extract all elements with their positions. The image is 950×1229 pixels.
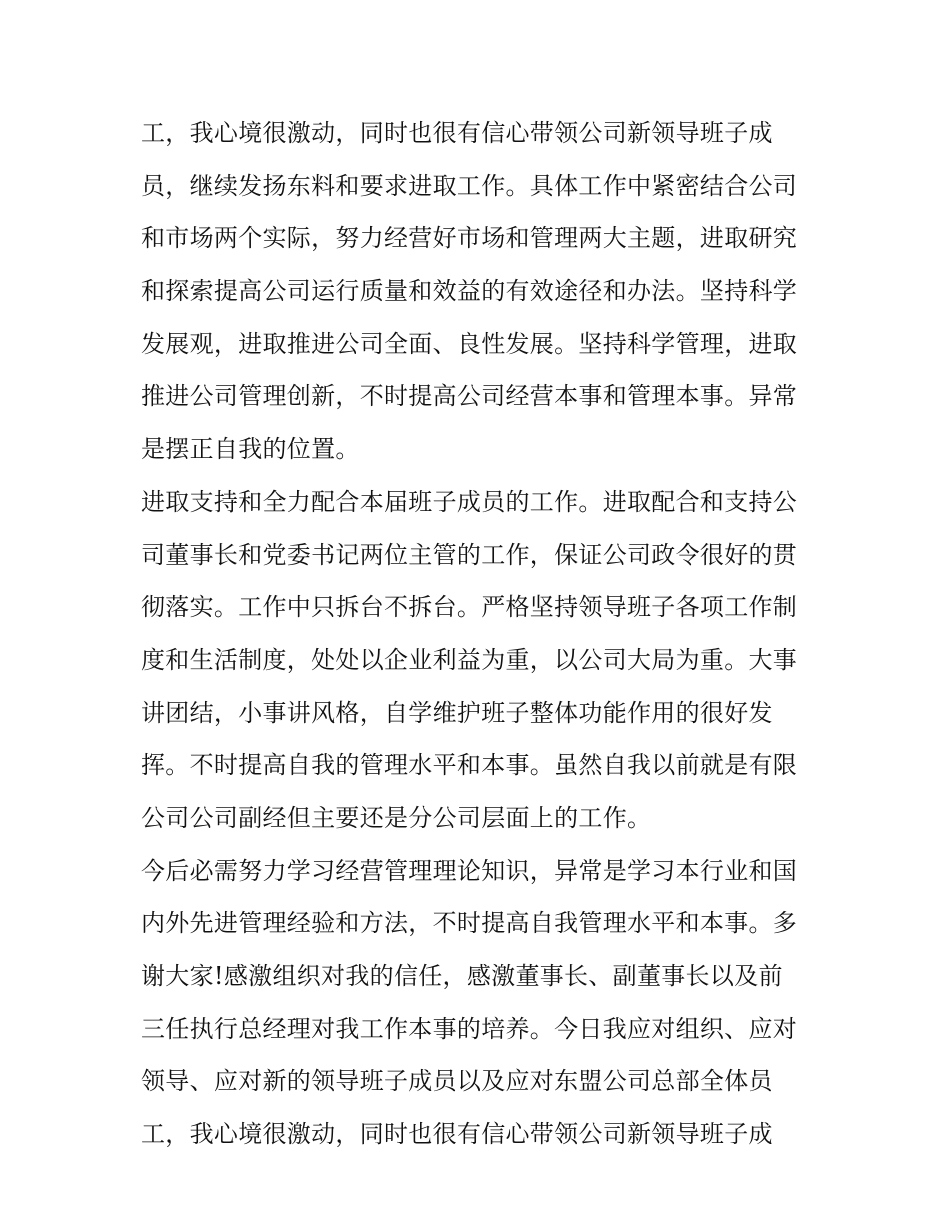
text-line: 工，我心境很激动，同时也很有信心带领公司新领导班子成 [141, 1120, 773, 1149]
text-line: 度和生活制度，处处以企业利益为重，以公司大局为重。大事 [141, 645, 798, 674]
text-line: 推进公司管理创新，不时提高公司经营本事和管理本事。异常 [141, 382, 798, 411]
text-line: 司董事长和党委书记两位主管的工作，保证公司政令很好的贯 [141, 540, 798, 569]
text-line: 彻落实。工作中只拆台不拆台。严格坚持领导班子各项工作制 [141, 593, 798, 622]
text-line: 领导、应对新的领导班子成员以及应对东盟公司总部全体员 [141, 1067, 773, 1096]
text-line: 谢大家!感激组织对我的信任，感激董事长、副董事长以及前 [141, 962, 783, 990]
text-line: 挥。不时提高自我的管理水平和本事。虽然自我以前就是有限 [141, 751, 798, 780]
body-text [141, 107, 821, 1161]
text-line: 进取支持和全力配合本届班子成员的工作。进取配合和支持公 [141, 487, 798, 516]
text-line: 公司公司副经但主要还是分公司层面上的工作。 [141, 803, 652, 832]
text-line: 和探索提高公司运行质量和效益的有效途径和办法。坚持科学 [141, 277, 798, 306]
text-line: 今后必需努力学习经营管理理论知识，异常是学习本行业和国 [141, 856, 798, 885]
text-line: 三任执行总经理对我工作本事的培养。今日我应对组织、应对 [141, 1014, 798, 1043]
text-line: 和市场两个实际，努力经营好市场和管理两大主题，进取研究 [141, 224, 798, 253]
text-line: 发展观，进取推进公司全面、良性发展。坚持科学管理，进取 [141, 329, 798, 358]
text-line: 讲团结，小事讲风格，自学维护班子整体功能作用的很好发 [141, 698, 773, 727]
text-line: 内外先进管理经验和方法，不时提高自我管理水平和本事。多 [141, 909, 798, 938]
text-line: 工，我心境很激动，同时也很有信心带领公司新领导班子成 [141, 119, 773, 147]
text-line: 员，继续发扬东料和要求进取工作。具体工作中紧密结合公司 [141, 171, 798, 200]
text-line: 是摆正自我的位置。 [141, 435, 360, 464]
